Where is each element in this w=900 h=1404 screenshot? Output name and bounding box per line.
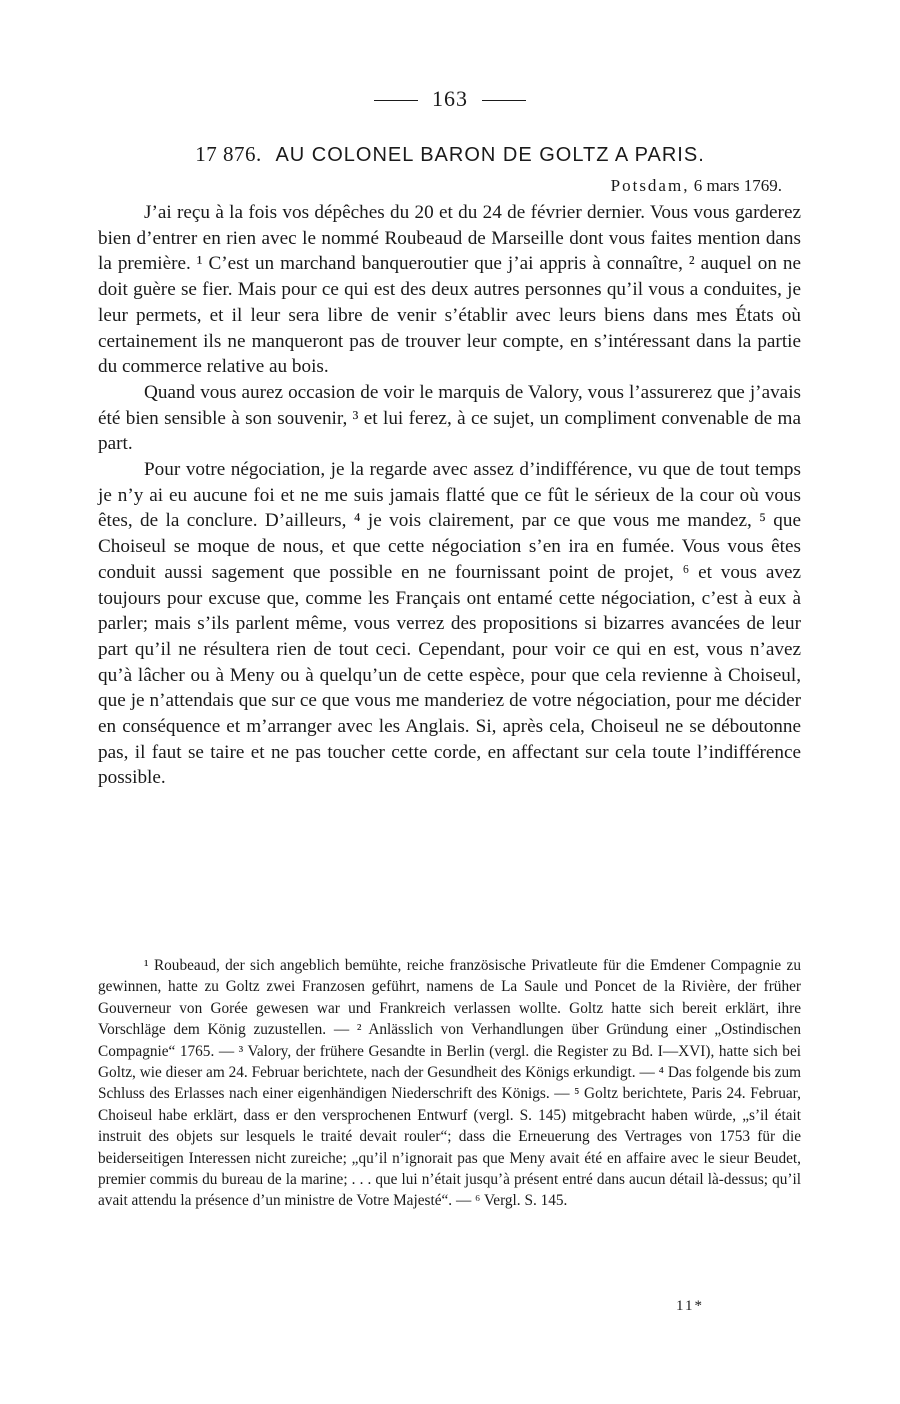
letter-heading	[0, 142, 900, 167]
paragraph: Pour votre négociation, je la regarde avec assez d’indifférence, vu que de tout temps je n’y ai eu aucune foi et ne me suis jamais flatté que ce fût le sérieux de la cour où vous êtes, de la conclure. D’ailleurs, ⁴ je vois clairement, par ce que vous me mandez, ⁵ que Choiseul se moque de nous, et que cette négociation s’en ira en fumée. Vous vous êtes conduit aussi sagement que possible en ne fournissant point de projet, ⁶ et vous avez toujours pour excuse que, comme les Français ont entamé cette négociation, c’est à eux à parler; mais s’ils parlent même, vous verrez des propositions si bizarres avancées de leur part qu’il ne résultera rien de tout ceci. Cependant, pour voir ce qui en est, vous n’avez qu’à lâcher ou à Meny ou à quelqu’un de cette espèce, pour que cela revienne à Choiseul, que je n’attendais que sur ce que vous me manderiez de votre négociation, pour me décider en conséquence et m’arranger avec les Anglais. Si, après cela, Choiseul ne se déboutonne pas, il faut se taire et ne pas toucher cette corde, en affectant sur cela toute l’indifférence possible.	[98, 459, 801, 789]
paragraph: J’ai reçu à la fois vos dépêches du 20 et du 24 de février dernier. Vous vous garderez bien d’entrer en rien avec le nommé Roubeaud de Marseille dont vous faites mention dans la première. ¹ C’est un marchand banqueroutier que j’ai appris à connaître, ² auquel on ne doit guère se fier. Mais pour ce qui est des deux autres personnes qu’il vous a conduites, je leur permets, et il leur sera libre de venir s’établir avec leurs biens dans mes États où certainement ils ne manqueront pas de trouver leur compte, en s’intéressant dans la partie du commerce relative au bois.	[98, 202, 801, 378]
footnotes	[98, 955, 801, 1212]
dateline-date: 6 mars 1769.	[693, 176, 782, 195]
page-number	[0, 86, 900, 112]
dateline	[611, 176, 782, 196]
letter-body	[98, 200, 801, 791]
page-number-value: 163	[432, 86, 468, 111]
footnotes-text: ¹ Roubeaud, der sich angeblich bemühte, reiche französische Privatleute für die Emdener Compagnie zu gewinnen, hatte zu Goltz zwei Franzosen geführt, namens de La Saule und Poncet de la Rivière, der früher Gouverneur von Gorée gewesen war und Frankreich verlassen wollte. Goltz hatte sich bereit erklärt, ihre Vorschläge dem König zuzustellen. — ² Anlässlich von Verhandlungen über Gründung einer „Ostindischen Compagnie“ 1765. — ³ Valory, der frühere Gesandte in Berlin (vergl. die Register zu Bd. I—XVI), hatte sich bei Goltz, wie dieser am 24. Februar berichtete, nach der Gesundheit des Königs erkundigt. — ⁴ Das folgende bis zum Schluss des Erlasses nach einer eigenhändigen Niederschrift des Königs. — ⁵ Goltz berichtete, Paris 24. Februar, Choiseul habe erklärt, dass er den versprochenen Entwurf (vergl. S. 145) mitgebracht haben würde, „s’il était instruit des objets sur lesquels le traité devait rouler“; dass die Erneuerung des Vertrages von 1753 für die beiderseitigen Interessen nicht zureiche; „qu’il n’ignorait pas que Meny avait été en affaire avec le sieur Beudet, premier commis du bureau de la marine; . . . que lui n’était jusqu’à présent entré dans aucun détail là-dessus; qu’il avait attendu la présence d’un ministre de Votre Majesté“. — ⁶ Vergl. S. 145.	[98, 957, 801, 1210]
letter-number: 17 876.	[195, 142, 262, 166]
page-number-dash-left	[374, 100, 418, 101]
signature-mark: 11*	[676, 1298, 704, 1314]
page-number-dash-right	[482, 100, 526, 101]
paragraph: Quand vous aurez occasion de voir le marquis de Valory, vous l’assurerez que j’avais été bien sensible à son souvenir, ³ et lui ferez, à ce sujet, un compliment convenable de ma part.	[98, 381, 801, 455]
dateline-place: Potsdam,	[610, 176, 690, 195]
letter-title: AU COLONEL BARON DE GOLTZ A PARIS.	[275, 144, 705, 166]
